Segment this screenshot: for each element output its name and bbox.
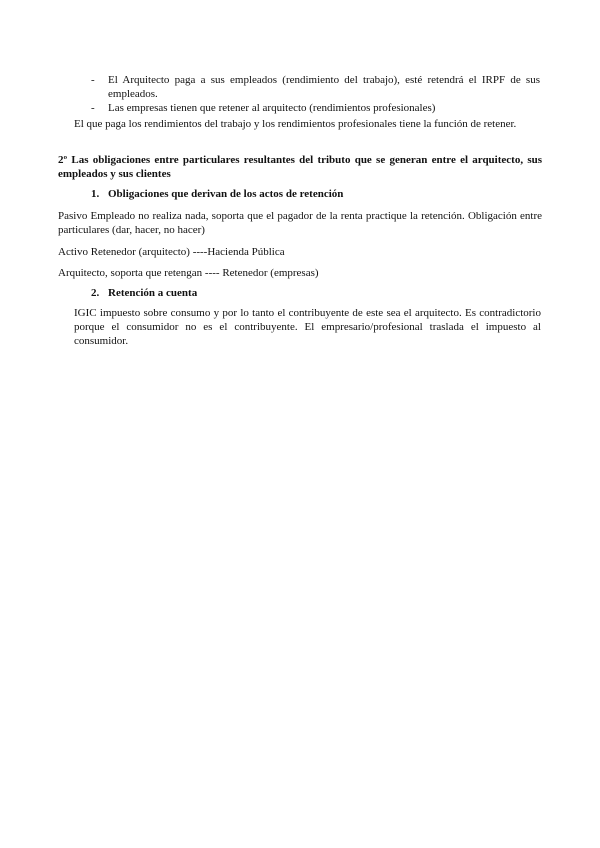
bullet-item-1: El Arquitecto paga a sus empleados (rendimiento del trabajo), esté retendrá el IRPF de sus empleados. <box>108 74 540 100</box>
igic-paragraph: IGIC impuesto sobre consumo y por lo tanto el contribuyente de este sea el arquitecto. Es contradictorio porque el consumidor no es el contribuyente. El empresario/profesional traslada el impuesto al consumidor. <box>74 307 541 347</box>
list-dash: - <box>91 102 95 114</box>
subheading-2: Retención a cuenta <box>108 287 198 299</box>
subheading-number-2: 2. <box>91 287 100 299</box>
active-retainer-line: Activo Retenedor (arquitecto) ----Hacienda Pública <box>58 246 285 258</box>
intro-paragraph: El que paga los rendimientos del trabajo y los rendimientos profesionales tiene la función de retener. <box>74 118 517 130</box>
subheading-1: Obligaciones que derivan de los actos de retención <box>108 188 344 200</box>
architect-line: Arquitecto, soporta que retengan ---- Retenedor (empresas) <box>58 267 319 279</box>
section-heading: 2º Las obligaciones entre particulares resultantes del tributo que se generan entre el arquitecto, sus empleados y sus clientes <box>58 154 542 180</box>
subheading-number-1: 1. <box>91 188 100 200</box>
retention-paragraph: Pasivo Empleado no realiza nada, soporta que el pagador de la renta practique la retención. Obligación entre particulares (dar, hacer, no hacer) <box>58 210 542 236</box>
bullet-item-2: Las empresas tienen que retener al arquitecto (rendimientos profesionales) <box>108 102 436 114</box>
list-dash: - <box>91 74 95 86</box>
